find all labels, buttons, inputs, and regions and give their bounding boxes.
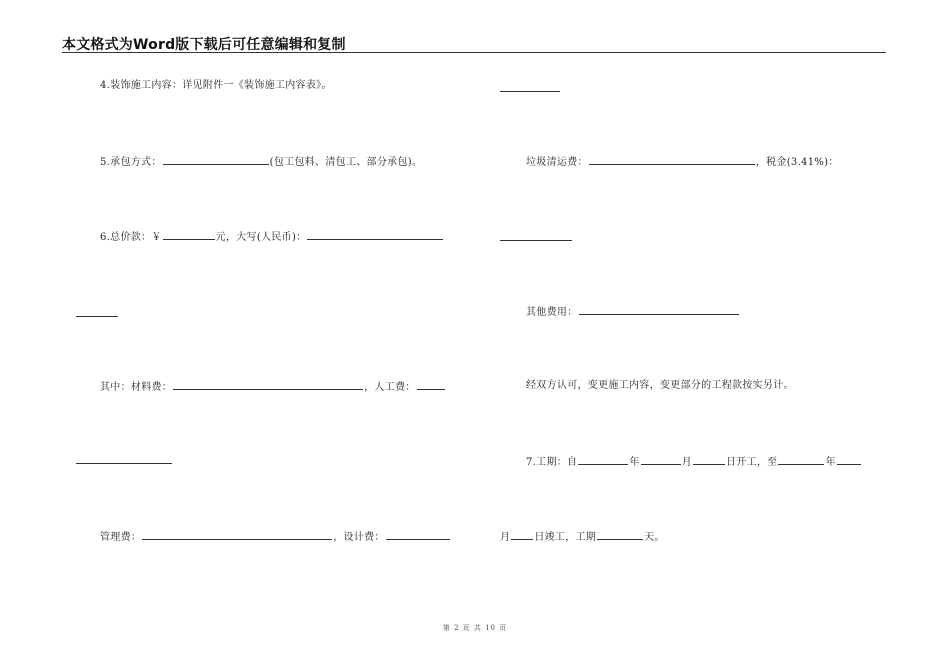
garbage-blank xyxy=(589,154,755,165)
start-day-blank xyxy=(693,454,725,465)
days-unit: 天。 xyxy=(644,532,665,543)
contract-method-blank xyxy=(163,154,269,165)
end-year-unit: 年 xyxy=(825,457,836,468)
total-price-words-blank xyxy=(307,229,443,240)
tax-label: ，税金(3.41%)： xyxy=(755,157,839,168)
start-year-unit: 年 xyxy=(629,457,640,468)
end-date-line xyxy=(500,529,665,545)
document-header-title: 本文格式为Word版下载后可任意编辑和复制 xyxy=(62,37,346,53)
duration-days-blank xyxy=(597,529,643,540)
item-7-period-line xyxy=(526,454,862,470)
materials-label: 其中：材料费： xyxy=(100,382,173,393)
item-6-total-price xyxy=(100,229,444,245)
labor-label: ，人工费： xyxy=(364,382,416,393)
item-4-decoration-content xyxy=(100,79,332,93)
change-note-line xyxy=(526,379,794,393)
end-month-blank xyxy=(837,454,861,465)
tax-continued-blank xyxy=(500,240,572,241)
mgmt-blank xyxy=(142,529,332,540)
total-price-words-continued-blank xyxy=(76,316,118,317)
start-year-blank xyxy=(578,454,628,465)
item-6-mid: 元，大写(人民币)： xyxy=(215,232,307,243)
start-day-text: 日开工，至 xyxy=(725,457,778,468)
garbage-label: 垃圾清运费： xyxy=(526,157,588,168)
materials-blank xyxy=(173,379,363,390)
item-7-label: 7.工期：自 xyxy=(526,457,578,468)
item-5-contract-method xyxy=(100,154,422,170)
mgmt-design-line xyxy=(100,529,451,545)
materials-labor-line xyxy=(100,379,446,395)
end-day-text: 日竣工，工期 xyxy=(534,532,597,543)
other-label: 其他费用： xyxy=(526,307,578,318)
mgmt-label: 管理费： xyxy=(100,532,142,543)
end-year-blank xyxy=(778,454,824,465)
other-fees-blank xyxy=(579,304,739,315)
start-month-unit: 月 xyxy=(681,457,692,468)
end-day-blank xyxy=(511,529,533,540)
labor-continued-blank xyxy=(76,463,172,464)
garbage-tax-line xyxy=(526,154,839,170)
end-month-unit: 月 xyxy=(500,532,511,543)
item-5-suffix: (包工包料、清包工、部分承包)。 xyxy=(269,157,423,168)
design-label: ，设计费： xyxy=(333,532,385,543)
header-divider xyxy=(62,52,886,53)
item-5-label: 5.承包方式： xyxy=(100,157,162,168)
item-4-continued-blank xyxy=(500,91,560,92)
change-note: 经双方认可，变更施工内容，变更部分的工程款按实另计。 xyxy=(526,380,794,391)
design-blank xyxy=(386,529,450,540)
page-number: 第 2 页 共 10 页 xyxy=(442,624,508,632)
item-4-text: 4.装饰施工内容：详见附件一《装饰施工内容表》。 xyxy=(100,80,332,91)
item-6-label: 6.总价款：￥ xyxy=(100,232,162,243)
other-fees-line xyxy=(526,304,740,320)
start-month-blank xyxy=(641,454,681,465)
labor-blank xyxy=(417,379,445,390)
total-price-blank xyxy=(163,229,215,240)
